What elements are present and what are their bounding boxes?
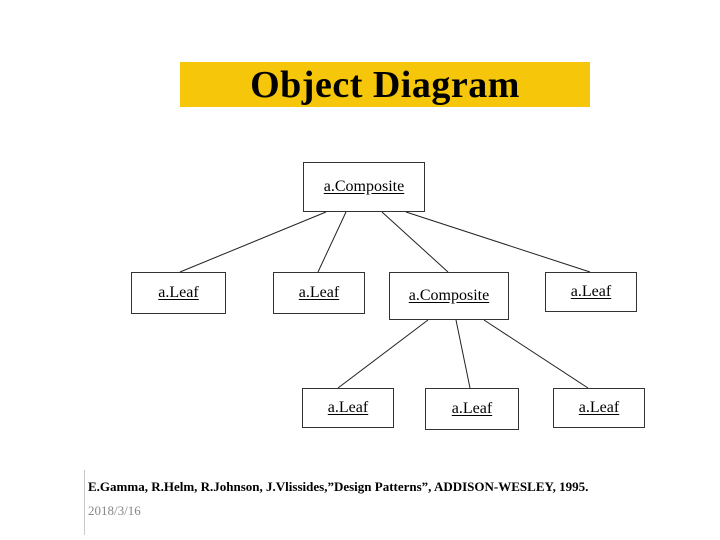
node-label: a.Leaf <box>451 400 493 417</box>
edge-composite2-leaf6 <box>484 320 588 388</box>
node-label: a.Leaf <box>570 283 612 300</box>
edge-root-composite2 <box>382 212 448 272</box>
slide-title: Object Diagram <box>250 63 520 106</box>
citation-text: E.Gamma, R.Helm, R.Johnson, J.Vlissides,”Design Patterns”, ADDISON-WESLEY, 1995. <box>88 479 589 494</box>
edge-root-leaf1 <box>180 212 326 272</box>
node-composite-2 <box>389 272 509 320</box>
edge-composite2-leaf5 <box>456 320 470 388</box>
edge-root-leaf3 <box>406 212 590 272</box>
edge-root-leaf2 <box>318 212 346 272</box>
node-label: a.Composite <box>408 287 490 304</box>
node-label: a.Leaf <box>298 284 340 301</box>
node-leaf-2 <box>273 272 365 314</box>
node-leaf-3 <box>545 272 637 312</box>
node-leaf-4 <box>302 388 394 428</box>
node-label: a.Composite <box>323 178 405 195</box>
node-leaf-1 <box>131 272 226 314</box>
edge-composite2-leaf4 <box>338 320 428 388</box>
footer-divider <box>84 470 85 535</box>
slide-date: 2018/3/16 <box>88 503 141 518</box>
node-label: a.Leaf <box>158 284 199 301</box>
node-root-composite <box>303 162 425 212</box>
node-leaf-6 <box>553 388 645 428</box>
node-leaf-5 <box>425 388 519 430</box>
node-label: a.Leaf <box>327 399 369 416</box>
node-label: a.Leaf <box>578 399 620 416</box>
